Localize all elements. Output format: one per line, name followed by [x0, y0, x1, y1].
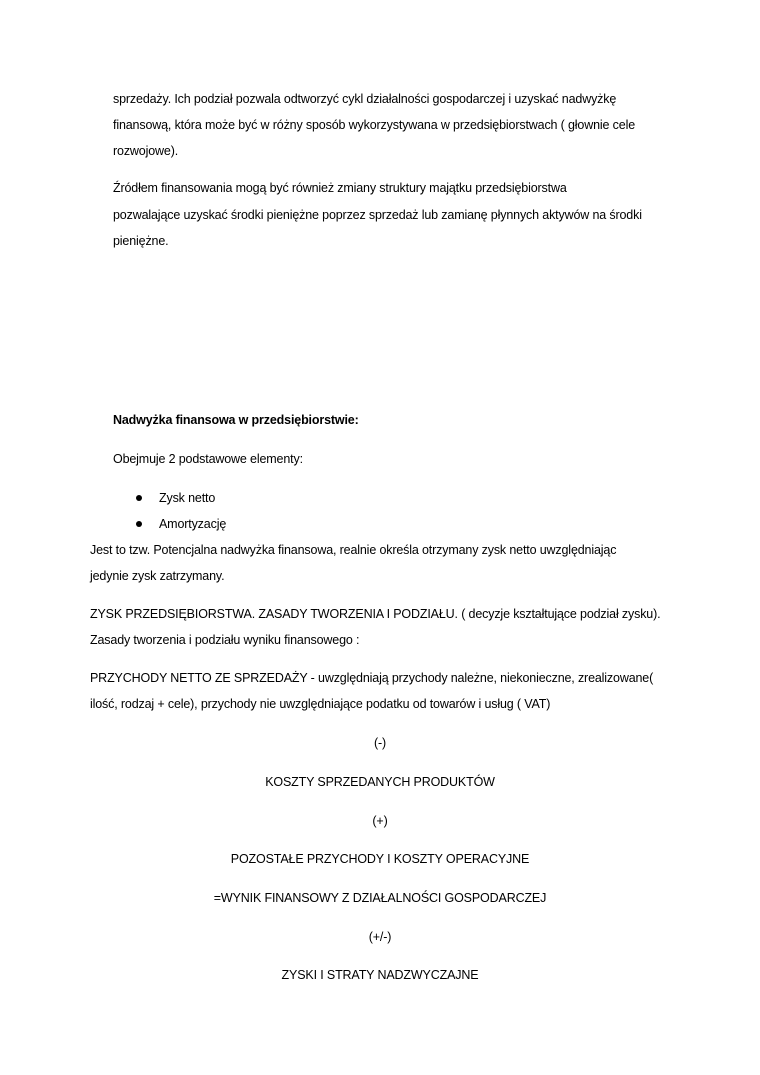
paragraph-1-line-2: finansową, która może być w różny sposób wykorzystywana w przedsiębiorstwach ( głownie cele	[113, 118, 635, 132]
scheme-operator-plus-minus: (+/-)	[368, 930, 392, 944]
bullet-item-2: Amortyzację	[159, 517, 227, 531]
intro-text: Obejmuje 2 podstawowe elementy:	[113, 452, 303, 466]
paragraph-1-line-1: sprzedaży. Ich podział pozwala odtworzyć cykl działalności gospodarczej i uzyskać nadwyżkę	[113, 92, 617, 106]
paragraph-2-line-1: Źródłem finansowania mogą być również zmiany struktury majątku przedsiębiorstwa	[113, 181, 567, 195]
scheme-item-costs: KOSZTY SPRZEDANYCH PRODUKTÓW	[265, 775, 495, 789]
scheme-operator-minus: (-)	[373, 736, 387, 750]
paragraph-2-line-3: pieniężne.	[113, 234, 169, 248]
scheme-item-other-operating: POZOSTAŁE PRZYCHODY I KOSZTY OPERACYJNE	[230, 852, 530, 866]
paragraph-3-line-1: Jest to tzw. Potencjalna nadwyżka finansowa, realnie określa otrzymany zysk netto uwzględniając	[90, 543, 617, 557]
paragraph-2-line-2: pozwalające uzyskać środki pieniężne poprzez sprzedaż lub zamianę płynnych aktywów na środki	[113, 208, 642, 222]
scheme-item-extraordinary: ZYSKI I STRATY NADZWYCZAJNE	[281, 968, 479, 982]
section-heading: Nadwyżka finansowa w przedsiębiorstwie:	[113, 413, 359, 427]
paragraph-5-line-1: PRZYCHODY NETTO ZE SPRZEDAŻY - uwzględniają przychody należne, niekonieczne, zrealizowane(	[90, 671, 654, 685]
paragraph-4-line-2: Zasady tworzenia i podziału wyniku finansowego :	[90, 633, 360, 647]
bullet-item-1: Zysk netto	[159, 491, 216, 505]
paragraph-3-line-2: jedynie zysk zatrzymany.	[90, 569, 225, 583]
paragraph-5-line-2: ilość, rodzaj + cele), przychody nie uwzględniające podatku od towarów i usług ( VAT)	[90, 697, 551, 711]
paragraph-1-line-3: rozwojowe).	[113, 144, 179, 158]
paragraph-4-line-1: ZYSK PRZEDSIĘBIORSTWA. ZASADY TWORZENIA I PODZIAŁU. ( decyzje kształtujące podział zysku).	[90, 607, 661, 621]
scheme-item-operating-result: =WYNIK FINANSOWY Z DZIAŁALNOŚCI GOSPODARCZEJ	[213, 891, 547, 905]
bullet-icon	[136, 521, 142, 527]
scheme-operator-plus: (+)	[372, 814, 388, 828]
bullet-icon	[136, 495, 142, 501]
